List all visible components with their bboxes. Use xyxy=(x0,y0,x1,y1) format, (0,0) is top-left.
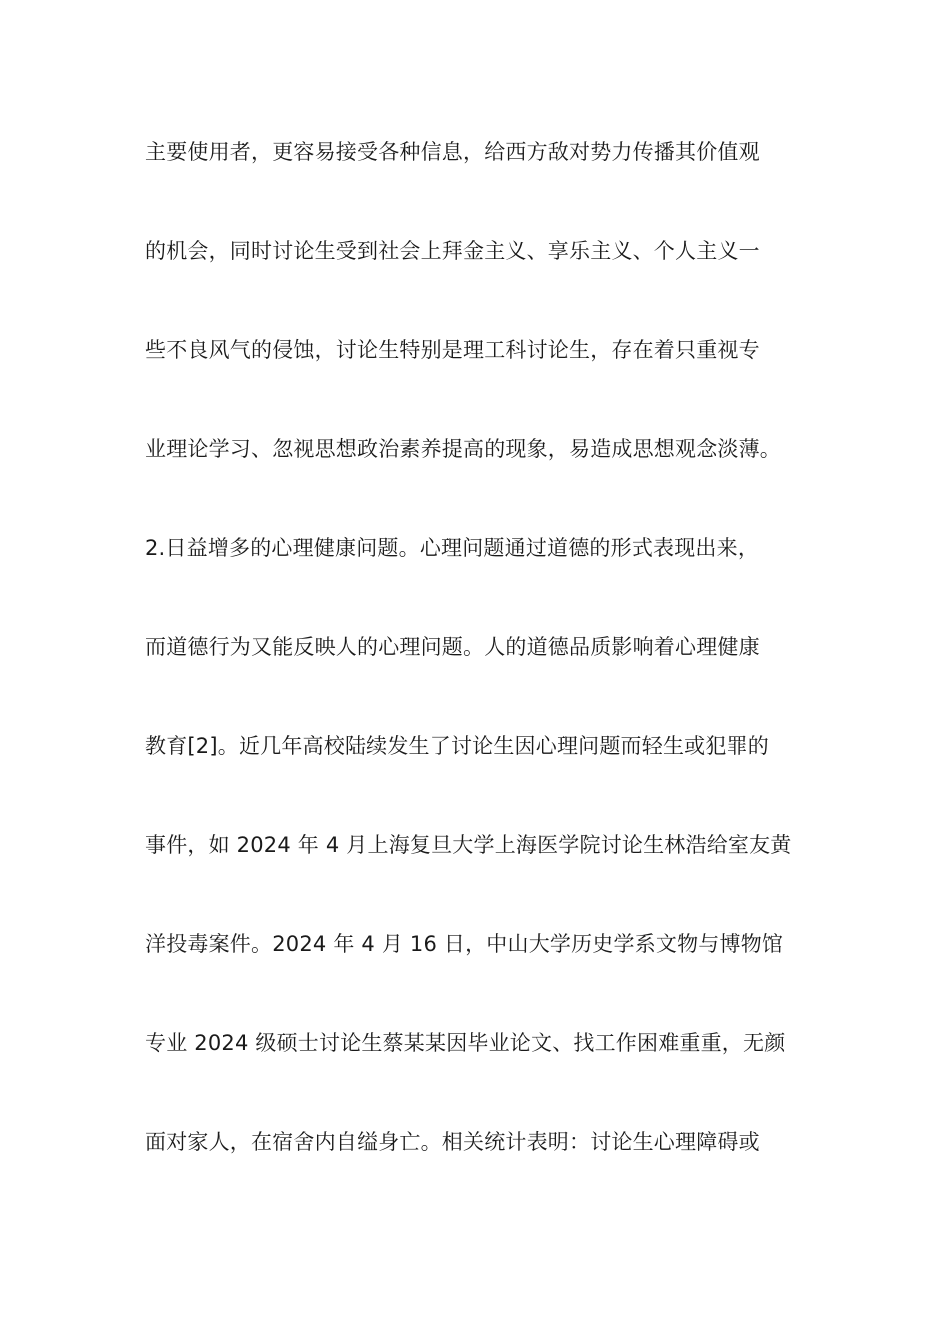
paragraph-line: 业理论学习、忽视思想政治素养提高的现象，易造成思想观念淡薄。 xyxy=(145,437,781,461)
paragraph-line: 而道德行为又能反映人的心理问题。人的道德品质影响着心理健康 xyxy=(145,635,760,659)
paragraph-line: 的机会，同时讨论生受到社会上拜金主义、享乐主义、个人主义一 xyxy=(145,239,760,263)
paragraph-line: 事件，如 2024 年 4 月上海复旦大学上海医学院讨论生林浩给室友黄 xyxy=(145,833,792,857)
paragraph-line: 专业 2024 级硕士讨论生蔡某某因毕业论文、找工作困难重重，无颜 xyxy=(145,1031,786,1055)
paragraph-line: 2.日益增多的心理健康问题。心理问题通过道德的形式表现出来， xyxy=(145,536,760,560)
paragraph-line: 主要使用者，更容易接受各种信息，给西方敌对势力传播其价值观 xyxy=(145,140,760,164)
paragraph-line: 洋投毒案件。2024 年 4 月 16 日，中山大学历史学系文物与博物馆 xyxy=(145,932,784,956)
paragraph-line: 教育[2]。近几年高校陆续发生了讨论生因心理问题而轻生或犯罪的 xyxy=(145,734,769,758)
paragraph-line: 面对家人，在宿舍内自缢身亡。相关统计表明：讨论生心理障碍或 xyxy=(145,1130,760,1154)
paragraph-line: 些不良风气的侵蚀，讨论生特别是理工科讨论生，存在着只重视专 xyxy=(145,338,760,362)
